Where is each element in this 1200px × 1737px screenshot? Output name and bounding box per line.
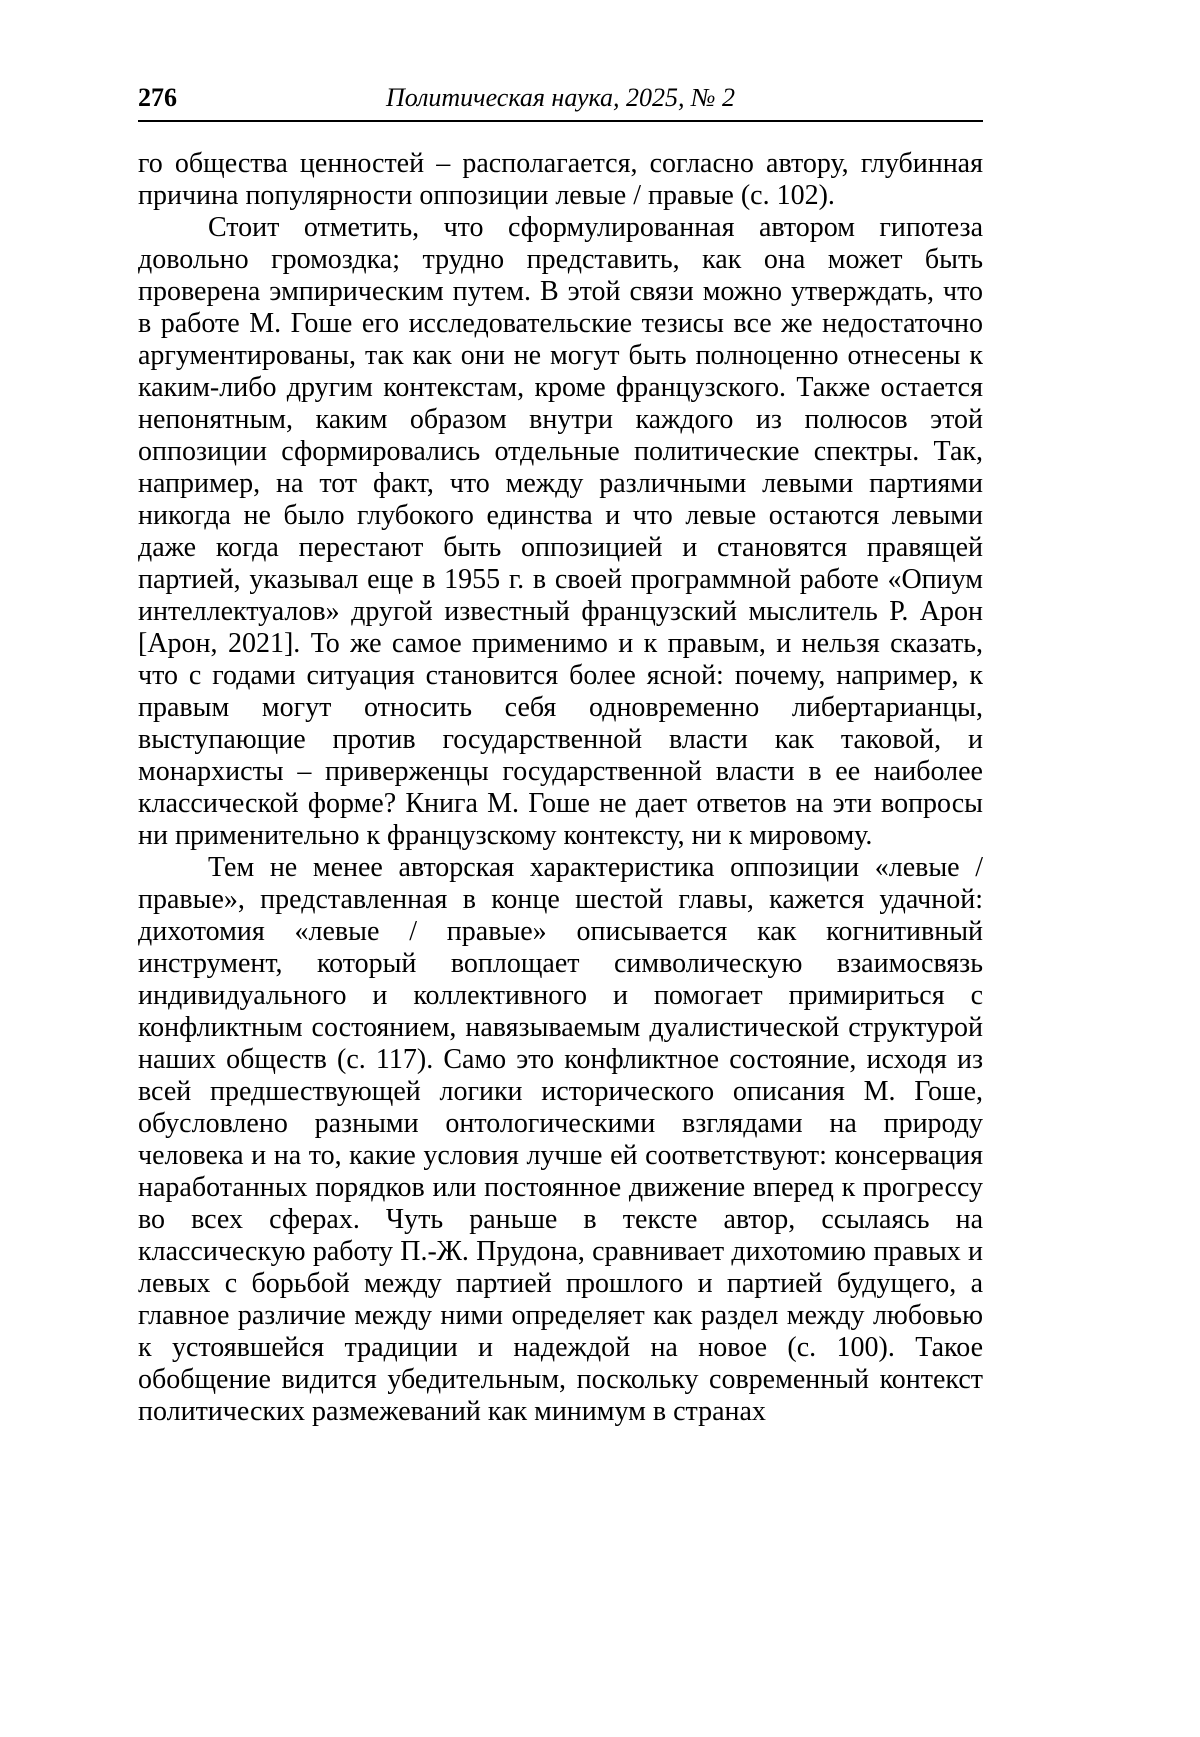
page-number: 276 [138,83,177,112]
paragraph: Стоит отметить, что сформулированная автором гипотеза довольно громоздка; трудно представить, как она может быть проверена эмпирическим путем. В этой связи можно утверждать, что в работе М. Гоше его исследовательские тезисы все же недостаточно аргументированы, так как они не могут быть полноценно отнесены к каким-либо другим контекстам, кроме французского. Также остается непонятным, каким образом внутри каждого из полюсов этой оппозиции сформировались отдельные политические спектры. Так, например, на тот факт, что между различными левыми партиями никогда не было глубокого единства и что левые остаются левыми даже когда перестают быть оппозицией и становятся правящей партией, указывал еще в 1955 г. в своей программной работе «Опиум интеллектуалов» другой известный французский мыслитель Р. Арон [Арон, 2021]. То же самое применимо и к правым, и нельзя сказать, что с годами ситуация становится более ясной: почему, например, к правым могут относить себя одновременно либертарианцы, выступающие против государственной власти как таковой, и монархисты – приверженцы государственной власти в ее наиболее классической форме? Книга М. Гоше не дает ответов на эти вопросы ни применительно к французскому контексту, ни к мировому. [138,212,983,851]
paragraph-continuation: го общества ценностей – располагается, согласно автору, глубинная причина популярности оппозиции левые / правые (с. 102). [138,148,983,211]
paragraph: Тем не менее авторская характеристика оппозиции «левые / правые», представленная в конце шестой главы, кажется удачной: дихотомия «левые / правые» описывается как когнитивный инструмент, который воплощает символическую взаимосвязь индивидуального и коллективного и помогает примириться с конфликтным состоянием, навязываемым дуалистической структурой наших обществ (с. 117). Само это конфликтное состояние, исходя из всей предшествующей логики исторического описания М. Гоше, обусловлено разными онтологическими взглядами на природу человека и на то, какие условия лучше ей соответствуют: консервация наработанных порядков или постоянное движение вперед к прогрессу во всех сферах. Чуть раньше в тексте автор, ссылаясь на классическую работу П.-Ж. Прудона, сравнивает дихотомию правых и левых с борьбой между партией прошлого и партией будущего, а главное различие между ними определяет как раздел между любовью к устоявшейся традиции и надеждой на новое (с. 100). Такое обобщение видится убедительным, поскольку современный контекст политических размежеваний как минимум в странах [138,852,983,1427]
page-header [138,82,983,122]
running-title: Политическая наука, 2025, № 2 [385,83,736,112]
page-body [138,148,983,1428]
